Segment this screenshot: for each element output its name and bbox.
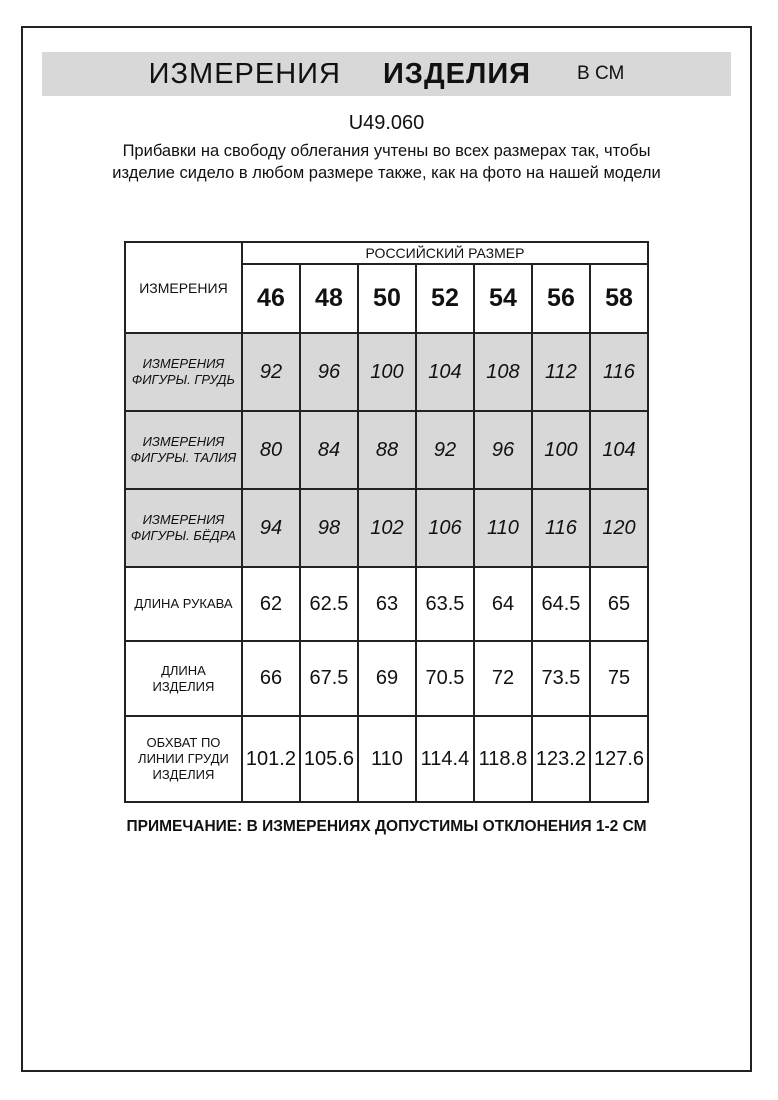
value-cell: 62 xyxy=(242,567,300,641)
value-cell: 84 xyxy=(300,411,358,489)
value-cell: 63.5 xyxy=(416,567,474,641)
table-row-sleeve-length xyxy=(125,567,648,641)
value-cell: 104 xyxy=(590,411,648,489)
table-group-header-row xyxy=(125,242,648,264)
value-cell: 123.2 xyxy=(532,716,590,802)
title-measurements: ИЗМЕРЕНИЯ xyxy=(148,57,341,90)
title-product: ИЗДЕЛИЯ xyxy=(382,57,532,90)
value-cell: 105.6 xyxy=(300,716,358,802)
value-cell: 101.2 xyxy=(242,716,300,802)
value-cell: 112 xyxy=(532,333,590,411)
value-cell: 114.4 xyxy=(416,716,474,802)
title-bar xyxy=(42,52,731,96)
size-header-cell: 46 xyxy=(242,264,300,333)
table-corner-header: ИЗМЕРЕНИЯ xyxy=(125,242,242,333)
size-table xyxy=(124,241,649,803)
value-cell: 106 xyxy=(416,489,474,567)
value-cell: 127.6 xyxy=(590,716,648,802)
value-cell: 102 xyxy=(358,489,416,567)
value-cell: 73.5 xyxy=(532,641,590,716)
value-cell: 65 xyxy=(590,567,648,641)
value-cell: 118.8 xyxy=(474,716,532,802)
value-cell: 64.5 xyxy=(532,567,590,641)
value-cell: 100 xyxy=(532,411,590,489)
table-row-chest-girth xyxy=(125,716,648,802)
size-header-cell: 54 xyxy=(474,264,532,333)
description-text: Прибавки на свободу облегания учтены во всех размерах так, чтобы изделие сидело в любом размере также, как на фото на нашей модели xyxy=(112,142,661,182)
value-cell: 100 xyxy=(358,333,416,411)
value-cell: 110 xyxy=(474,489,532,567)
size-header-cell: 48 xyxy=(300,264,358,333)
value-cell: 96 xyxy=(474,411,532,489)
value-cell: 116 xyxy=(590,333,648,411)
row-label-cell: ОБХВАТ ПО ЛИНИИ ГРУДИ ИЗДЕЛИЯ xyxy=(125,716,242,802)
value-cell: 67.5 xyxy=(300,641,358,716)
size-header-cell: 52 xyxy=(416,264,474,333)
table-group-header: РОССИЙСКИЙ РАЗМЕР xyxy=(242,242,648,264)
value-cell: 116 xyxy=(532,489,590,567)
value-cell: 64 xyxy=(474,567,532,641)
table-row-waist xyxy=(125,411,648,489)
value-cell: 80 xyxy=(242,411,300,489)
table-row-hips xyxy=(125,489,648,567)
value-cell: 96 xyxy=(300,333,358,411)
value-cell: 70.5 xyxy=(416,641,474,716)
value-cell: 94 xyxy=(242,489,300,567)
table-row-item-length xyxy=(125,641,648,716)
value-cell: 120 xyxy=(590,489,648,567)
row-label-cell: ИЗМЕРЕНИЯ ФИГУРЫ. ГРУДЬ xyxy=(125,333,242,411)
value-cell: 75 xyxy=(590,641,648,716)
size-header-cell: 56 xyxy=(532,264,590,333)
value-cell: 88 xyxy=(358,411,416,489)
value-cell: 98 xyxy=(300,489,358,567)
size-header-cell: 58 xyxy=(590,264,648,333)
table-row-chest xyxy=(125,333,648,411)
article-code: U49.060 xyxy=(348,112,425,134)
value-cell: 72 xyxy=(474,641,532,716)
row-label-cell: ИЗМЕРЕНИЯ ФИГУРЫ. БЁДРА xyxy=(125,489,242,567)
title-unit-label: В СМ xyxy=(577,63,625,84)
value-cell: 92 xyxy=(416,411,474,489)
value-cell: 104 xyxy=(416,333,474,411)
row-label-cell: ДЛИНА ИЗДЕЛИЯ xyxy=(125,641,242,716)
page-frame xyxy=(21,26,752,1072)
value-cell: 92 xyxy=(242,333,300,411)
value-cell: 66 xyxy=(242,641,300,716)
value-cell: 108 xyxy=(474,333,532,411)
size-header-cell: 50 xyxy=(358,264,416,333)
row-label-cell: ДЛИНА РУКАВА xyxy=(125,567,242,641)
row-label-cell: ИЗМЕРЕНИЯ ФИГУРЫ. ТАЛИЯ xyxy=(125,411,242,489)
value-cell: 69 xyxy=(358,641,416,716)
value-cell: 110 xyxy=(358,716,416,802)
value-cell: 62.5 xyxy=(300,567,358,641)
note-text: ПРИМЕЧАНИЕ: В ИЗМЕРЕНИЯХ ДОПУСТИМЫ ОТКЛОНЕНИЯ 1-2 СМ xyxy=(126,818,647,835)
value-cell: 63 xyxy=(358,567,416,641)
